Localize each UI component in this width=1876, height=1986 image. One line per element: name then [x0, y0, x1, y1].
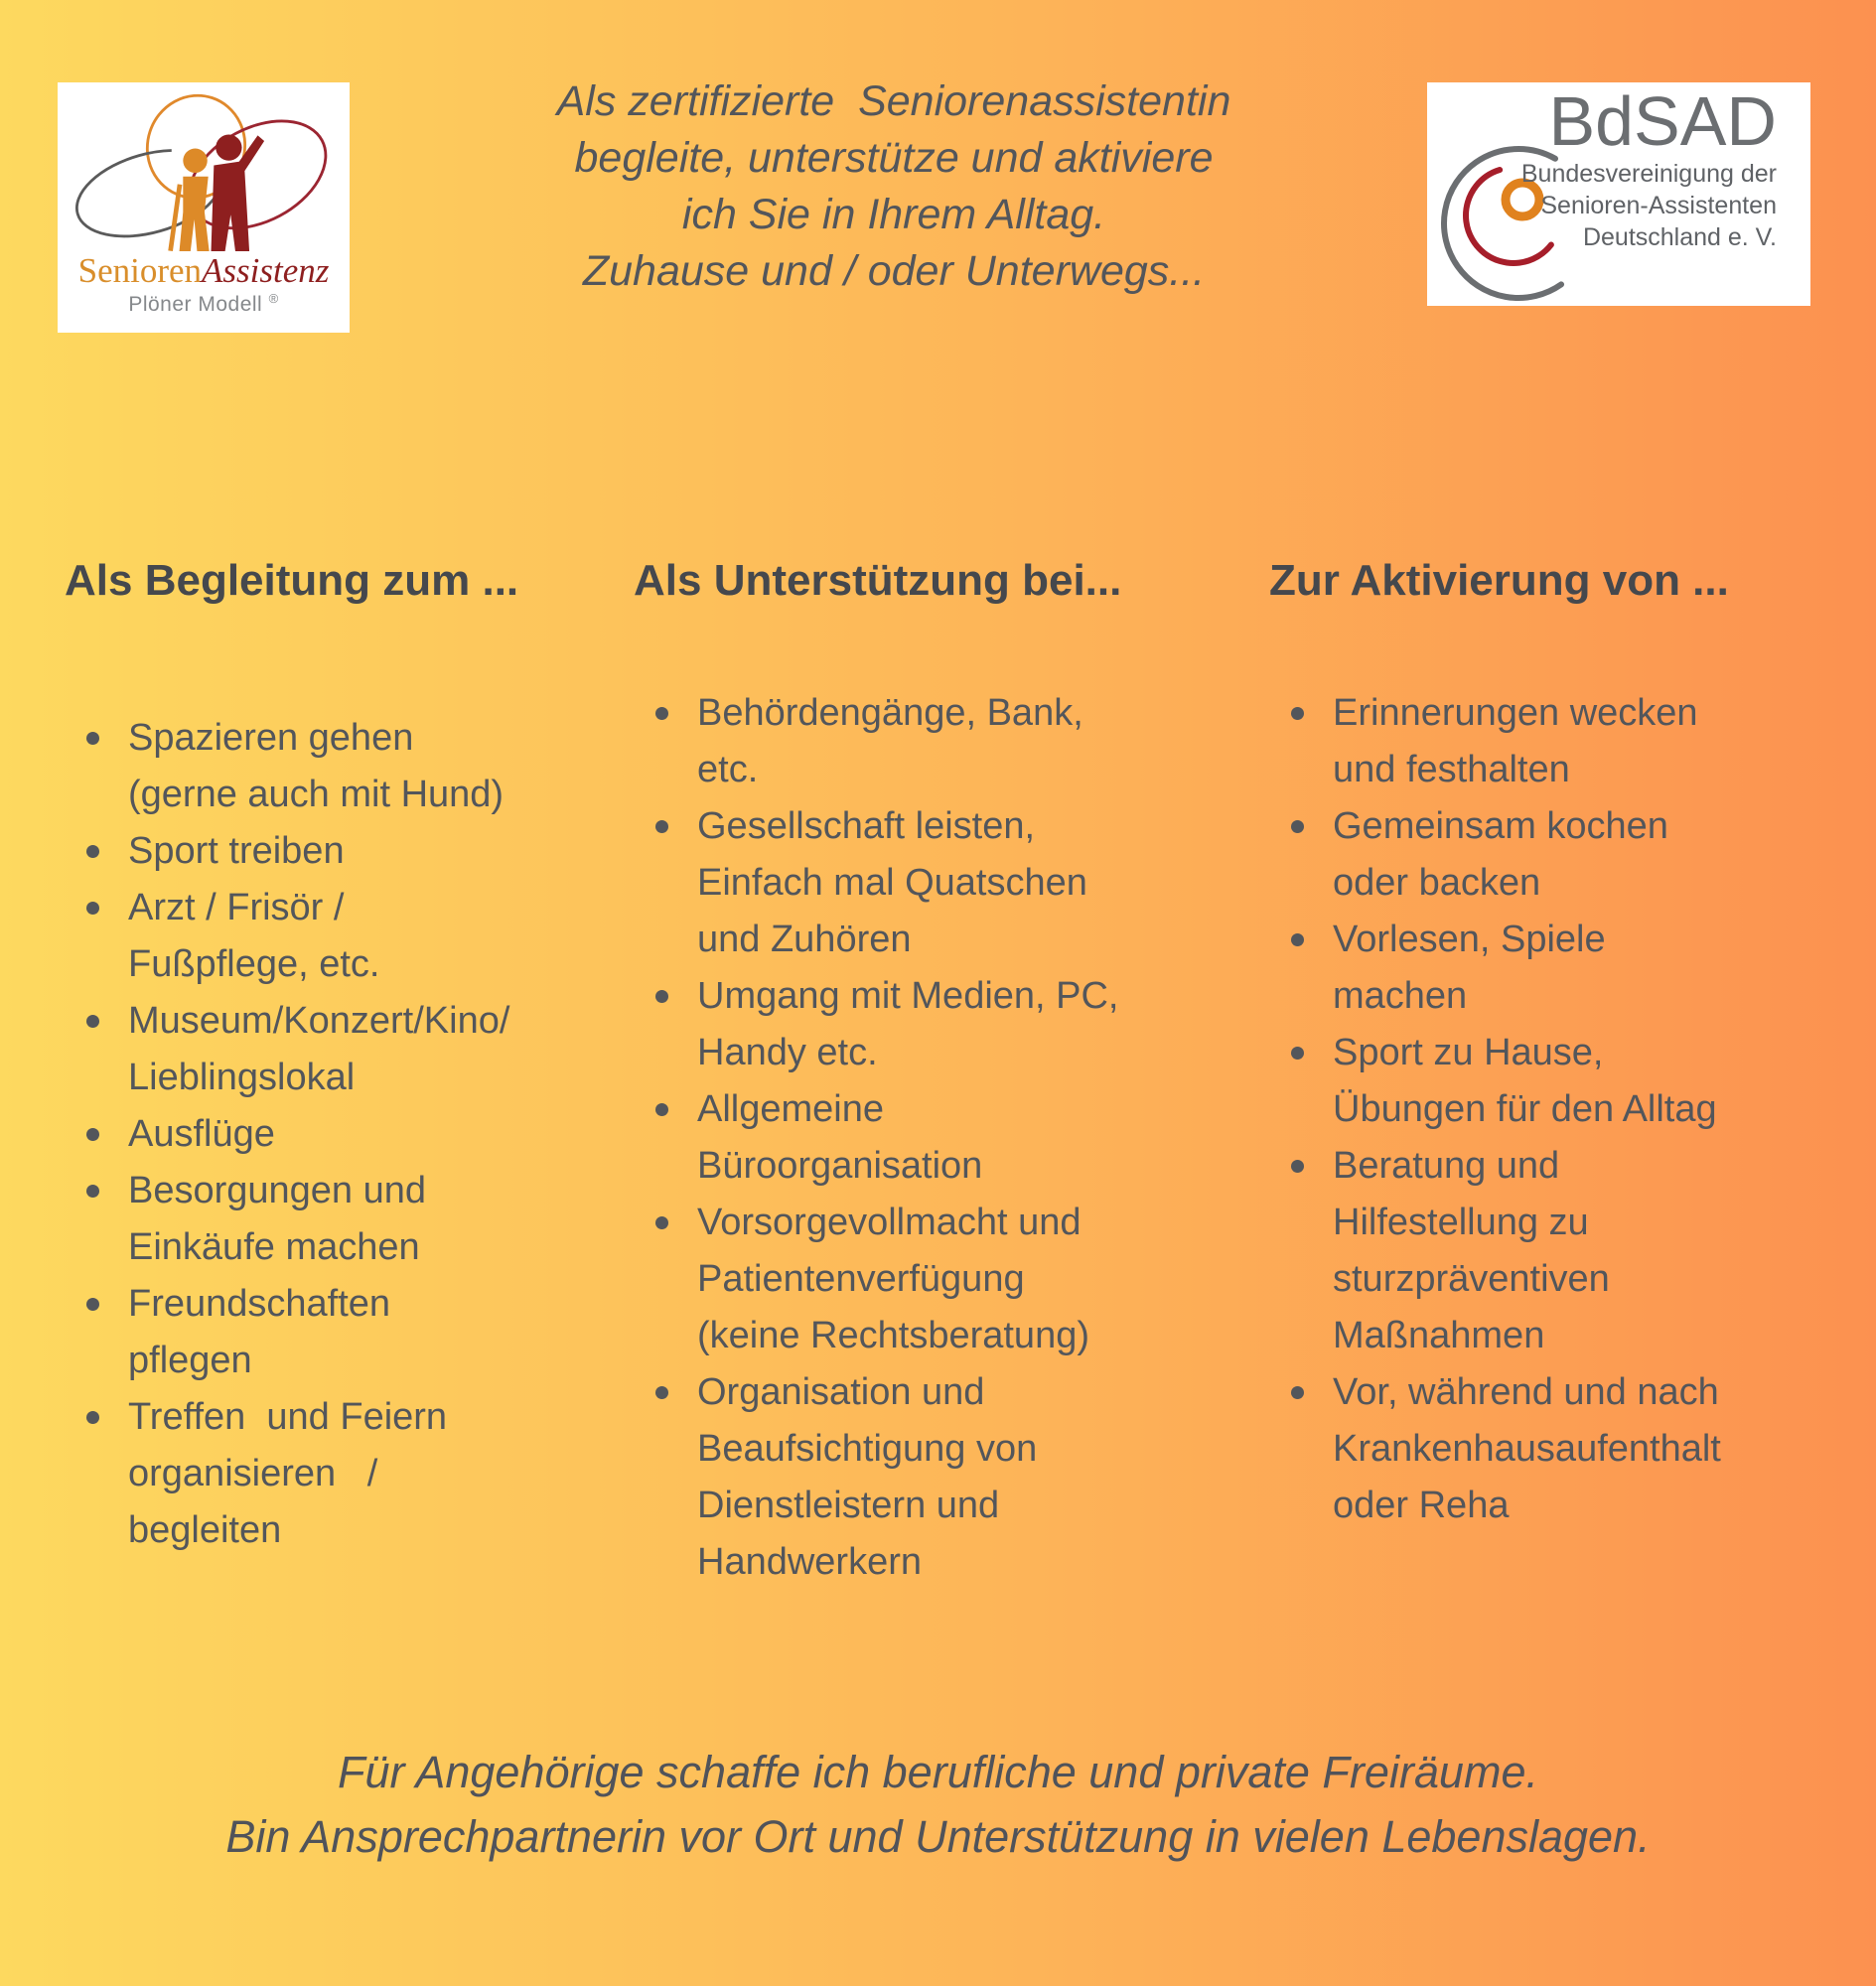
- brand-subtitle: [58, 291, 350, 317]
- list-item: [65, 710, 531, 823]
- bullet-list: [1269, 685, 1751, 1534]
- list-item: [634, 1364, 1130, 1591]
- bdsad-org-line: Bundesvereinigung der: [1520, 160, 1777, 188]
- column-heading: Als Unterstützung bei...: [634, 556, 1122, 605]
- brand-senioren: Senioren: [77, 251, 203, 290]
- list-item: [634, 968, 1130, 1081]
- footer-line: Für Angehörige schaffe ich berufliche und private Freiräume.: [338, 1747, 1538, 1797]
- list-item: [634, 685, 1130, 798]
- bdsad-logo: [1427, 82, 1810, 306]
- bdsad-org-line: Senioren-Assistenten: [1540, 192, 1777, 219]
- bullet-icon: [1291, 707, 1304, 720]
- person-pointing-icon: [212, 134, 265, 251]
- list-item: [65, 1163, 531, 1276]
- list-item: [65, 823, 531, 880]
- bdsad-acronym: BdSAD: [1548, 82, 1777, 160]
- list-item-text: Erinnerungen wecken und festhalten: [1333, 692, 1709, 790]
- list-item-text: Sport treiben: [128, 830, 345, 872]
- list-item: [634, 1081, 1130, 1195]
- list-item: [65, 1276, 531, 1389]
- list-item: [1269, 685, 1751, 798]
- bullet-icon: [1291, 820, 1304, 833]
- list-item-text: Ausflüge: [128, 1113, 275, 1155]
- bdsad-org-line: Deutschland e. V.: [1582, 223, 1777, 251]
- bullet-icon: [655, 990, 668, 1003]
- bullet-icon: [1291, 1047, 1304, 1060]
- registered-mark: ®: [268, 291, 279, 306]
- bullet-icon: [86, 845, 99, 858]
- bullet-icon: [655, 1103, 668, 1116]
- bullet-icon: [86, 1185, 99, 1198]
- column-aktivierung: [1269, 554, 1751, 1534]
- brand-subtitle-text: Plöner Modell: [128, 293, 263, 316]
- intro-line: Zuhause und / oder Unterwegs...: [582, 247, 1206, 295]
- column-unterstuetzung: [634, 554, 1130, 1591]
- list-item: [65, 880, 531, 993]
- bullet-list: [634, 685, 1130, 1591]
- list-item-text: Museum/Konzert/Kino/ Lieblingslokal: [128, 1000, 520, 1098]
- bullet-icon: [86, 1298, 99, 1311]
- bullet-icon: [655, 1216, 668, 1229]
- brand-assistenz: Assistenz: [202, 251, 330, 290]
- list-item-text: Vorsorgevollmacht und Patientenverfügung (keine Rechtsberatung): [697, 1202, 1092, 1356]
- list-item-text: Treffen und Feiern organisieren / begleiten: [128, 1396, 458, 1551]
- list-item-text: Beratung und Hilfestellung zu sturzpräventiven Maßnahmen: [1333, 1145, 1621, 1356]
- list-item-text: Organisation und Beaufsichtigung von Dienstleistern und Handwerkern: [697, 1371, 1048, 1583]
- intro-line: ich Sie in Ihrem Alltag.: [681, 191, 1106, 238]
- list-item: [65, 993, 531, 1106]
- bullet-icon: [655, 820, 668, 833]
- list-item-text: Behördengänge, Bank, etc.: [697, 692, 1094, 790]
- list-item-text: Umgang mit Medien, PC, Handy etc.: [697, 975, 1130, 1073]
- bullet-icon: [655, 1386, 668, 1399]
- column-heading: Zur Aktivierung von ...: [1269, 556, 1729, 605]
- list-item: [1269, 1025, 1751, 1138]
- bullet-icon: [86, 1128, 99, 1141]
- column-heading: Als Begleitung zum ...: [65, 556, 519, 605]
- bullet-icon: [1291, 1160, 1304, 1173]
- bdsad-text: [1521, 84, 1777, 253]
- list-item: [634, 798, 1130, 968]
- senioren-assistenz-logo-icon: [64, 88, 344, 257]
- bullet-icon: [86, 1411, 99, 1424]
- list-item: [1269, 1364, 1751, 1534]
- bullet-list: [65, 710, 531, 1559]
- intro-text: [358, 73, 1430, 300]
- list-item: [1269, 1138, 1751, 1364]
- bullet-icon: [1291, 1386, 1304, 1399]
- senioren-assistenz-logo: [58, 82, 350, 333]
- bullet-icon: [1291, 933, 1304, 946]
- bullet-icon: [655, 707, 668, 720]
- list-item-text: Vorlesen, Spiele machen: [1333, 919, 1617, 1017]
- column-begleitung: [65, 554, 531, 1559]
- list-item-text: Arzt / Frisör / Fußpflege, etc.: [128, 887, 380, 985]
- list-item-text: Spazieren gehen (gerne auch mit Hund): [128, 717, 505, 815]
- bullet-icon: [86, 1015, 99, 1028]
- brand-title: [58, 253, 350, 289]
- list-item-text: Sport zu Hause, Übungen für den Alltag: [1333, 1032, 1717, 1130]
- list-item: [1269, 798, 1751, 912]
- list-item-text: Vor, während und nach Krankenhausaufenthalt oder Reha: [1333, 1371, 1732, 1526]
- list-item: [1269, 912, 1751, 1025]
- bullet-icon: [86, 902, 99, 915]
- list-item-text: Besorgungen und Einkäufe machen: [128, 1170, 437, 1268]
- intro-line: Als zertifizierte Seniorenassistentin: [556, 77, 1231, 125]
- bullet-icon: [86, 732, 99, 745]
- list-item: [634, 1195, 1130, 1364]
- footer-text: [0, 1740, 1876, 1869]
- list-item: [65, 1106, 531, 1163]
- list-item-text: Gemeinsam kochen oder backen: [1333, 805, 1679, 904]
- list-item-text: Gesellschaft leisten, Einfach mal Quatschen und Zuhören: [697, 805, 1098, 960]
- list-item-text: Allgemeine Büroorganisation: [697, 1088, 983, 1187]
- list-item-text: Freundschaften pflegen: [128, 1283, 401, 1381]
- list-item: [65, 1389, 531, 1559]
- footer-line: Bin Ansprechpartnerin vor Ort und Unterstützung in vielen Lebenslagen.: [225, 1811, 1651, 1862]
- intro-line: begleite, unterstütze und aktiviere: [574, 134, 1214, 182]
- person-with-cane-icon: [168, 149, 209, 251]
